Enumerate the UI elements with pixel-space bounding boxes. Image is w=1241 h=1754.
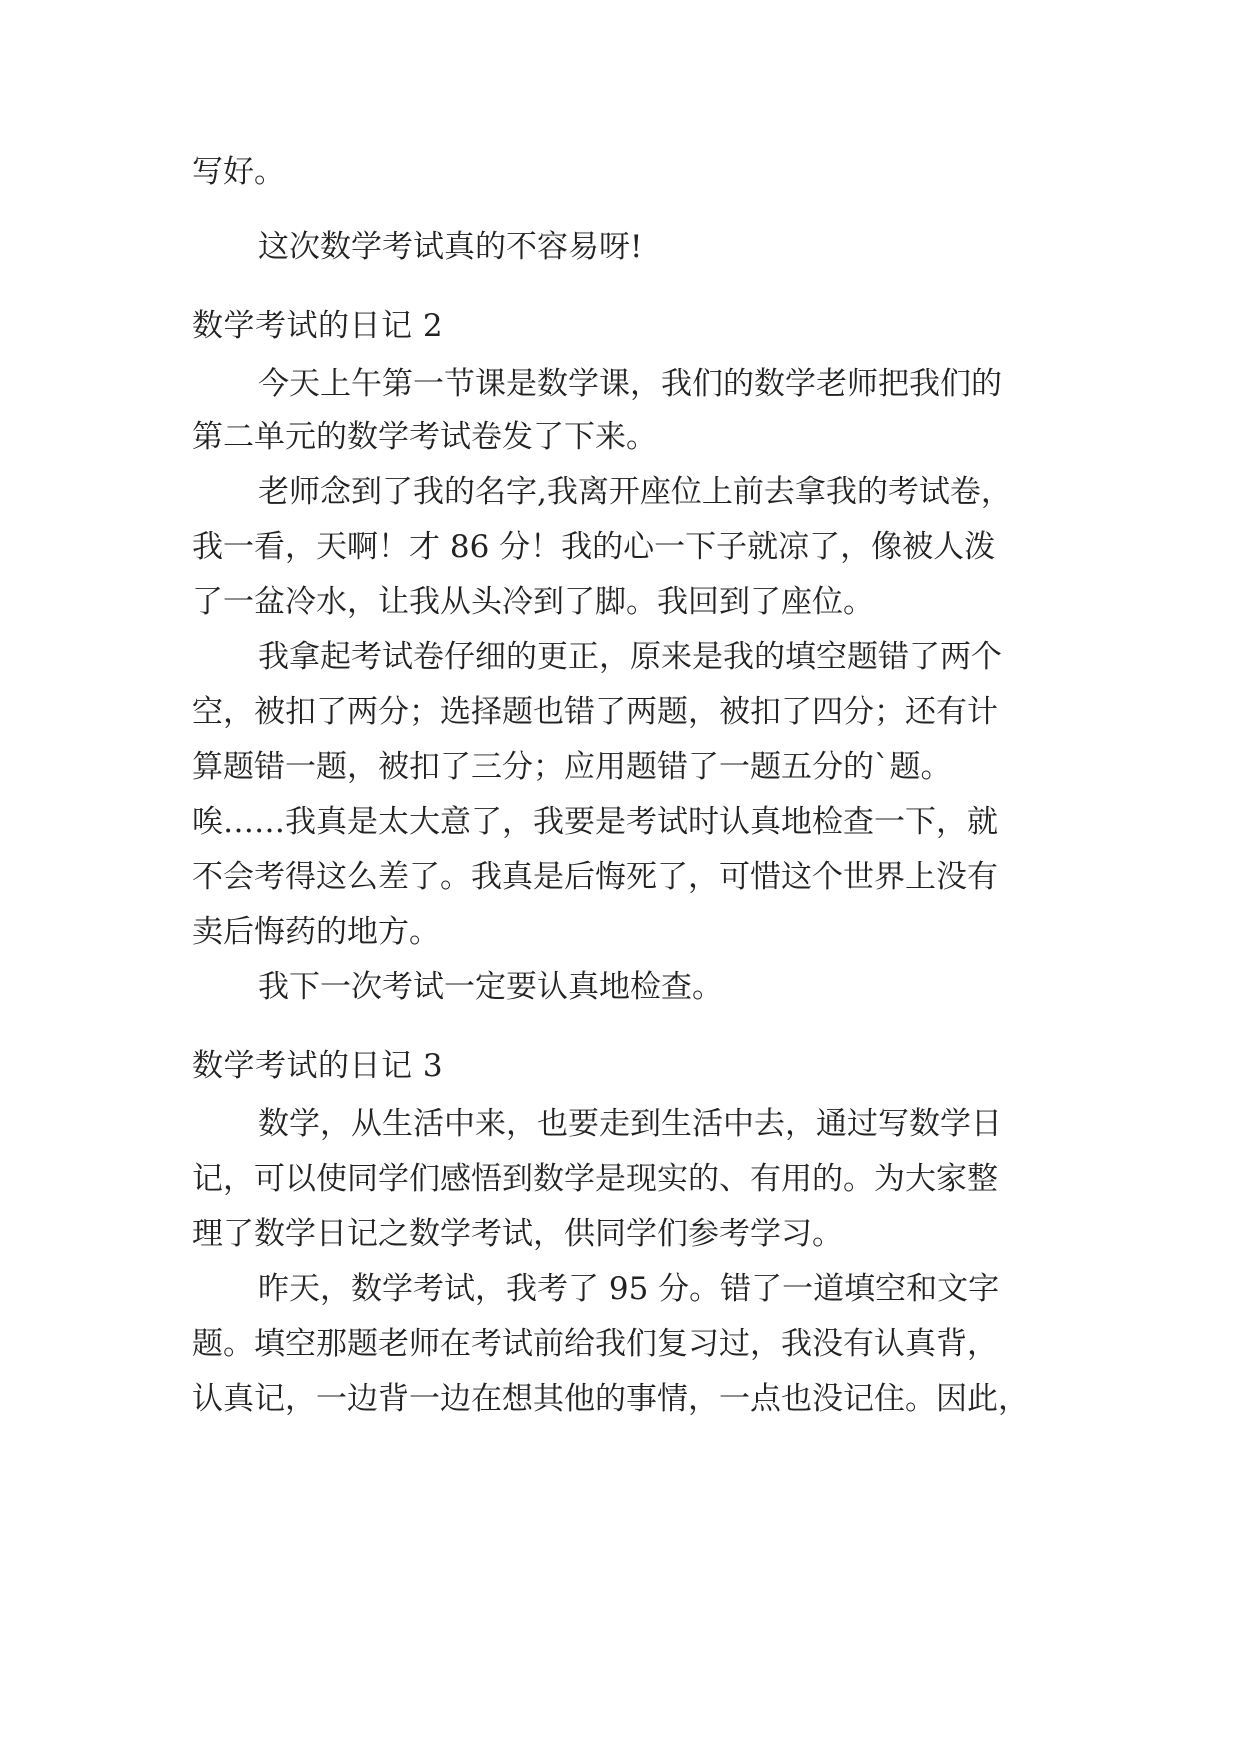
- paragraph-line: 题。填空那题老师在考试前给我们复习过，我没有认真背，: [192, 1326, 998, 1362]
- paragraph-line: 理了数学日记之数学考试，供同学们参考学习。: [192, 1216, 843, 1252]
- paragraph-line: 第二单元的数学考试卷发了下来。: [192, 419, 657, 455]
- paragraph-line: 老师念到了我的名字,我离开座位上前去拿我的考试卷，: [258, 474, 1012, 510]
- paragraph-line: 空，被扣了两分；选择题也错了两题，被扣了四分；还有计: [192, 694, 998, 730]
- paragraph-line: 今天上午第一节课是数学课，我们的数学老师把我们的: [258, 366, 1002, 402]
- paragraph-line: 写好。: [192, 154, 285, 190]
- paragraph-line: 我一看，天啊！才 86 分！我的心一下子就凉了，像被人泼: [192, 529, 996, 565]
- paragraph-line: 不会考得这么差了。我真是后悔死了，可惜这个世界上没有: [192, 859, 998, 895]
- paragraph-line: 算题错一题，被扣了三分；应用题错了一题五分的`题。: [192, 749, 952, 785]
- paragraph-line: 我拿起考试卷仔细的更正，原来是我的填空题错了两个: [258, 639, 1002, 675]
- paragraph-line: 唉……我真是太大意了，我要是考试时认真地检查一下，就: [192, 804, 998, 840]
- paragraph-line: 数学，从生活中来，也要走到生活中去，通过写数学日: [258, 1106, 1002, 1142]
- paragraph-line: 我下一次考试一定要认真地检查。: [258, 969, 723, 1005]
- section-heading: 数学考试的日记 3: [192, 1048, 444, 1084]
- paragraph-line: 这次数学考试真的不容易呀!: [258, 229, 643, 265]
- paragraph-line: 认真记，一边背一边在想其他的事情，一点也没记住。因此，: [192, 1381, 1029, 1417]
- paragraph-line: 记，可以使同学们感悟到数学是现实的、有用的。为大家整: [192, 1161, 998, 1197]
- paragraph-line: 卖后悔药的地方。: [192, 914, 440, 950]
- paragraph-line: 昨天，数学考试，我考了 95 分。错了一道填空和文字: [258, 1271, 1000, 1307]
- section-heading: 数学考试的日记 2: [192, 308, 444, 344]
- paragraph-line: 了一盆冷水，让我从头冷到了脚。我回到了座位。: [192, 584, 874, 620]
